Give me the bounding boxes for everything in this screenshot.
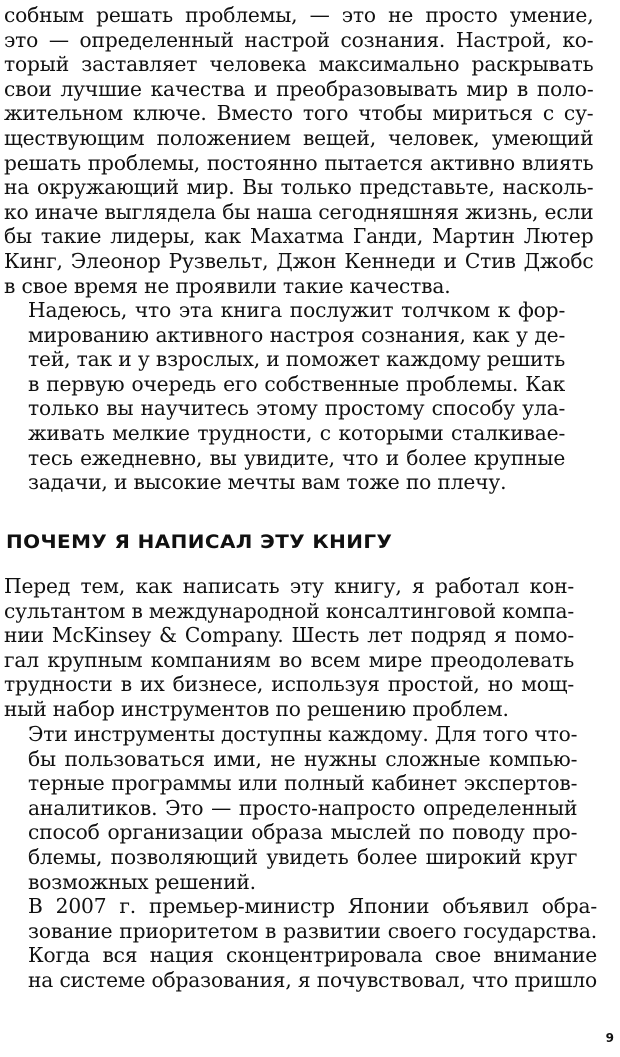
paragraph-2 bbox=[4, 298, 565, 495]
text-line: В 2007 г. премьер-министр Японии объявил обра- bbox=[28, 894, 598, 918]
paragraph-4 bbox=[4, 722, 577, 894]
text-line: способ организации образа мыслей по поводу про- bbox=[28, 820, 578, 845]
text-line: тесь ежедневно, вы увидите, что и более крупные bbox=[28, 445, 566, 470]
text-line: Когда вся нация сконцентрировала свое внимание bbox=[28, 943, 598, 968]
text-line: свои лучшие качества и преобразовывать мир в поло- bbox=[4, 76, 594, 101]
text-line: на окружающий мир. Вы только представьте, насколь- bbox=[4, 175, 594, 200]
page-number: 9 bbox=[605, 1031, 614, 1045]
text-line: Эти инструменты доступны каждому. Для того что- bbox=[28, 722, 578, 746]
text-line: на системе образования, я почувствовал, что пришло bbox=[28, 967, 598, 992]
text-line: ко иначе выглядела бы наша сегодняшняя жизнь, если bbox=[4, 199, 594, 224]
text-line: зование приоритетом в развитии своего государства. bbox=[28, 918, 598, 943]
text-line: бы такие лидеры, как Махатма Ганди, Мартин Лютер bbox=[4, 224, 594, 249]
text-line: терные программы или полный кабинет экспертов- bbox=[28, 771, 578, 796]
text-line: Перед тем, как написать эту книгу, я работал кон- bbox=[4, 574, 575, 598]
text-line: аналитиков. Это — просто-напросто определенный bbox=[28, 795, 578, 820]
text-line: собным решать проблемы, — это не просто умение, bbox=[4, 3, 594, 27]
text-line: гал крупным компаниям во всем мире преодолевать bbox=[4, 647, 575, 672]
section-heading: ПОЧЕМУ Я НАПИСАЛ ЭТУ КНИГУ bbox=[6, 531, 393, 553]
text-line: сультантом в международной консалтинговой компа- bbox=[4, 598, 575, 623]
text-line: ществующим положением вещей, человек, умеющий bbox=[4, 125, 594, 150]
text-line: тей, так и у взрослых, и поможет каждому решить bbox=[28, 347, 566, 372]
text-line: задачи, и высокие мечты вам тоже по плечу. bbox=[28, 470, 507, 495]
text-line: решать проблемы, постоянно пытается активно влиять bbox=[4, 150, 594, 175]
text-line: Надеюсь, что эта книга послужит толчком к фор- bbox=[28, 298, 566, 322]
text-line: трудности в их бизнесе, используя простой, но мощ- bbox=[4, 672, 575, 697]
text-line: живать мелкие трудности, с которыми сталкивае- bbox=[28, 420, 566, 445]
text-line: торый заставляет человека максимально раскрывать bbox=[4, 52, 594, 77]
text-line: это — определенный настрой сознания. Настрой, ко- bbox=[4, 27, 594, 52]
text-line: жительном ключе. Вместо того чтобы мириться с су- bbox=[4, 101, 594, 126]
text-line: мированию активного настроя сознания, как у де- bbox=[28, 322, 566, 347]
text-line: возможных решений. bbox=[28, 869, 256, 894]
text-line: бы пользоваться ими, не нужны сложные компью- bbox=[28, 746, 578, 771]
paragraph-5 bbox=[4, 894, 597, 992]
text-line: ный набор инструментов по решению проблем. bbox=[4, 696, 509, 721]
text-line: Кинг, Элеонор Рузвельт, Джон Кеннеди и Стив Джобс bbox=[4, 248, 594, 273]
text-line: блемы, позволяющий увидеть более широкий круг bbox=[28, 844, 578, 869]
paragraph-3 bbox=[4, 574, 574, 722]
text-line: в первую очередь его собственные проблемы. Как bbox=[28, 371, 566, 396]
text-line: только вы научитесь этому простому способу ула- bbox=[28, 396, 566, 421]
text-line: в свое время не проявили такие качества. bbox=[4, 273, 451, 298]
paragraph-1 bbox=[4, 3, 593, 298]
text-line: нии McKinsey & Company. Шесть лет подряд я помо- bbox=[4, 623, 575, 648]
